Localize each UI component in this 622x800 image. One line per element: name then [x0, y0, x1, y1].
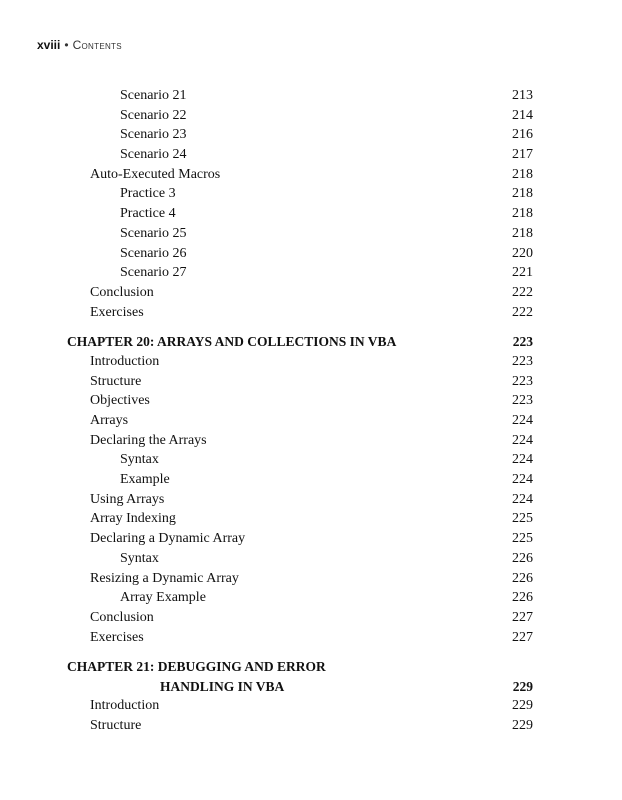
toc-entry	[0, 391, 622, 411]
toc-entry	[0, 165, 622, 185]
toc-page: 223	[512, 334, 533, 350]
toc-page: 218	[512, 206, 533, 222]
section-title: Contents	[72, 38, 122, 52]
toc-title: Scenario 25	[120, 225, 187, 241]
toc-title: Arrays	[90, 413, 129, 428]
toc-title: Resizing a Dynamic Array	[90, 570, 239, 586]
toc-title: Practice 3	[120, 186, 176, 202]
toc-page: 218	[512, 225, 533, 241]
toc-title: Syntax	[120, 550, 159, 566]
toc-entry	[0, 283, 622, 303]
toc-title: Example	[120, 472, 170, 488]
toc-page: 220	[512, 245, 533, 261]
toc-page: 224	[512, 472, 533, 488]
toc-entry	[0, 106, 622, 126]
toc-entry	[0, 125, 622, 145]
toc-page: 224	[512, 491, 533, 507]
toc-entry	[0, 608, 622, 628]
toc-entry	[0, 224, 622, 244]
toc-page: 223	[512, 373, 533, 389]
toc-page: 217	[512, 147, 533, 163]
toc-entry	[0, 509, 622, 529]
toc-title: Introduction	[90, 353, 160, 369]
running-header	[37, 38, 122, 52]
toc-page: 229	[512, 678, 533, 694]
toc-page: 225	[512, 531, 533, 547]
toc-page: 226	[512, 590, 533, 606]
toc-entry	[0, 303, 622, 323]
toc-entry	[0, 588, 622, 608]
toc-title: Introduction	[90, 698, 160, 714]
toc-entry	[0, 145, 622, 165]
toc-entry	[0, 470, 622, 490]
toc-title: Exercises	[90, 304, 144, 320]
toc-page: 224	[512, 452, 533, 468]
toc-title: Structure	[90, 373, 142, 389]
toc-title-line: CHAPTER 21: DEBUGGING AND ERROR	[67, 659, 326, 675]
toc-title: CHAPTER 20: ARRAYS AND COLLECTIONS IN VBA	[67, 334, 397, 350]
toc-page: 226	[512, 550, 533, 566]
toc-title: Objectives	[90, 393, 150, 409]
toc-title: Scenario 27	[120, 265, 187, 281]
toc-title: Scenario 26	[120, 245, 187, 261]
toc-page: 221	[512, 265, 533, 281]
toc-page: 218	[512, 166, 533, 182]
toc-title: Scenario 22	[120, 107, 187, 123]
toc-title	[67, 657, 326, 696]
toc-entry	[0, 244, 622, 264]
toc-title-line: HANDLING IN VBA	[160, 678, 285, 694]
toc-title: Declaring the Arrays	[90, 432, 207, 448]
toc-entry	[0, 263, 622, 283]
toc-page: 229	[512, 717, 533, 733]
toc-entry	[0, 372, 622, 392]
toc-title: Syntax	[120, 452, 159, 468]
toc-entry	[0, 184, 622, 204]
toc-chapter-heading	[0, 657, 622, 696]
toc-entry	[0, 204, 622, 224]
toc-entry	[0, 411, 622, 431]
separator: •	[64, 38, 69, 52]
toc-title: Scenario 21	[120, 88, 187, 103]
toc-page: 229	[512, 698, 533, 714]
toc-chapter-heading	[0, 332, 622, 352]
toc-title: Structure	[90, 717, 142, 733]
toc-title: Practice 4	[120, 206, 176, 222]
toc-page: 227	[512, 629, 533, 645]
toc-page: 218	[512, 186, 533, 202]
toc-entry	[0, 352, 622, 372]
toc-entry	[0, 431, 622, 451]
toc-page: 224	[512, 413, 533, 428]
toc-title: Scenario 23	[120, 127, 187, 143]
toc-page: 216	[512, 127, 533, 143]
toc-page: 222	[512, 284, 533, 300]
toc-title: Conclusion	[90, 284, 154, 300]
toc-entry	[0, 716, 622, 736]
toc-title: Array Example	[120, 590, 206, 606]
toc-entry	[0, 549, 622, 569]
toc-title: Auto-Executed Macros	[90, 166, 221, 182]
toc-page: 214	[512, 107, 533, 123]
toc-title: Array Indexing	[90, 511, 176, 527]
toc-entry	[0, 86, 622, 106]
toc-page: 227	[512, 609, 533, 625]
toc-title: Declaring a Dynamic Array	[90, 531, 246, 547]
toc-page: 225	[512, 511, 533, 527]
toc-page: 223	[512, 353, 533, 369]
toc-page: 224	[512, 432, 533, 448]
toc-entry	[0, 696, 622, 716]
toc-title: Conclusion	[90, 609, 154, 625]
toc-page: 226	[512, 570, 533, 586]
toc-page: 222	[512, 304, 533, 320]
toc-page: 213	[512, 88, 533, 103]
page-number: xviii	[37, 38, 61, 52]
toc-entry	[0, 490, 622, 510]
toc-entry	[0, 450, 622, 470]
toc-entry	[0, 529, 622, 549]
table-of-contents	[0, 86, 622, 736]
toc-title: Using Arrays	[90, 491, 165, 507]
toc-page: 223	[512, 393, 533, 409]
toc-title: Exercises	[90, 629, 144, 645]
toc-entry	[0, 628, 622, 648]
toc-title: Scenario 24	[120, 147, 187, 163]
toc-entry	[0, 569, 622, 589]
